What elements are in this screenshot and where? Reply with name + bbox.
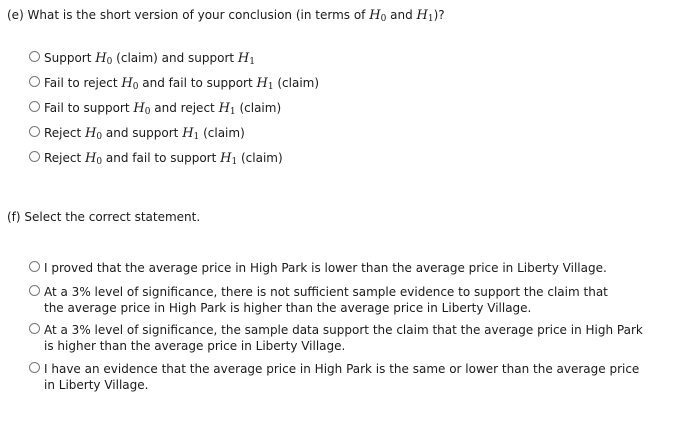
radio-button[interactable] xyxy=(29,285,40,296)
h1-symbol: $H_1$ xyxy=(416,8,434,24)
option-f-1[interactable]: I proved that the average price in High Park is lower than the average price in Liberty Village. xyxy=(29,260,669,276)
option-f-3[interactable]: At a 3% level of significance, the sample data support the claim that the average price in High Park is higher than the average price in Liberty Village. xyxy=(29,322,654,354)
option-e-2[interactable]: Fail to reject $H_0$ and fail to support $H_1$ (claim) xyxy=(29,75,669,95)
radio-button[interactable] xyxy=(29,76,40,87)
h0-symbol: $H_0$ xyxy=(369,8,387,24)
question-e xyxy=(7,8,445,24)
option-f-4[interactable]: I have an evidence that the average price in High Park is the same or lower than the average price in Liberty Village. xyxy=(29,361,654,393)
radio-button[interactable] xyxy=(29,261,40,272)
radio-button[interactable] xyxy=(29,126,40,137)
question-f: (f) Select the correct statement. xyxy=(7,210,201,224)
radio-button[interactable] xyxy=(29,323,40,334)
option-e-1[interactable]: Support $H_0$ (claim) and support $H_1$ xyxy=(29,50,669,70)
radio-button[interactable] xyxy=(29,151,40,162)
radio-button[interactable] xyxy=(29,51,40,62)
radio-button[interactable] xyxy=(29,101,40,112)
option-e-4[interactable]: Reject $H_0$ and support $H_1$ (claim) xyxy=(29,125,669,145)
question-e-suffix: )? xyxy=(433,8,445,22)
question-e-prefix: (e) What is the short version of your conclusion (in terms of xyxy=(7,8,370,22)
radio-button[interactable] xyxy=(29,362,40,373)
option-f-2[interactable]: At a 3% level of significance, there is not sufficient sample evidence to support the claim that the average price in High Park is higher than the average price in Liberty Village. xyxy=(29,284,629,316)
question-e-and: and xyxy=(386,8,417,22)
option-e-5[interactable]: Reject $H_0$ and fail to support $H_1$ (claim) xyxy=(29,150,669,170)
option-e-3[interactable]: Fail to support $H_0$ and reject $H_1$ (claim) xyxy=(29,100,669,120)
